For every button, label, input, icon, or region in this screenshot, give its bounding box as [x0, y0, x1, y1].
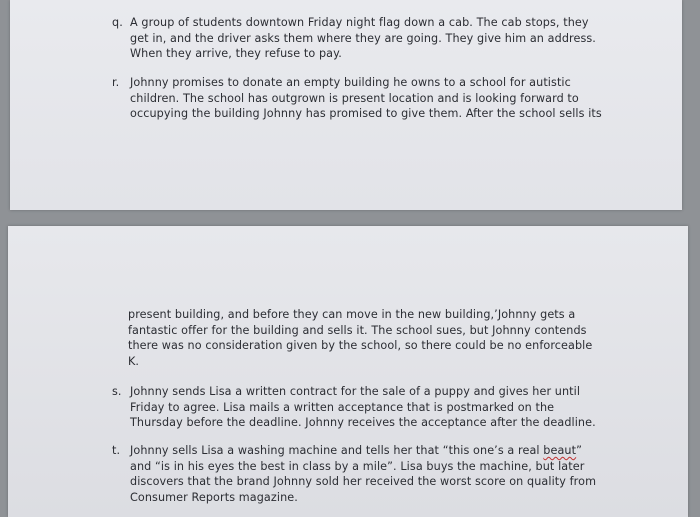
item-text-before: Johnny sells Lisa a washing machine and tells her that “this one’s a real	[130, 444, 544, 457]
item-marker: s.	[112, 385, 122, 398]
question-item-t	[112, 443, 606, 505]
item-text: Johnny promises to donate an empty building he owns to a school for autistic children. The school has outgrown is present location and is looking forward to occupying the building Johnny has promised to give them. After the school sells its	[130, 76, 602, 120]
item-marker: t.	[112, 444, 121, 457]
item-marker: r.	[112, 76, 120, 89]
question-item-s	[112, 384, 604, 431]
item-text: A group of students downtown Friday night flag down a cab. The cab stops, they get in, and the driver asks them where they are going. They give him an address. When they arrive, they refuse to pay.	[130, 16, 596, 60]
question-item-q	[112, 15, 610, 62]
question-item-r	[112, 75, 612, 122]
item-marker: q.	[112, 16, 123, 29]
item-text: Johnny sends Lisa a written contract for the sale of a puppy and gives her until Friday to agree. Lisa mails a written acceptance that is postmarked on the Thursday before the deadline. Johnny receives the acceptance after the deadline.	[130, 385, 596, 429]
spellcheck-flagged-word: beaut	[543, 444, 577, 457]
item-text-after: ” and “is in his eyes the best in class by a mile”. Lisa buys the machine, but later discovers that the brand Johnny sold her received the worst score on quality from Consumer Reports magazine.	[130, 444, 597, 504]
question-item-r-continuation: present building, and before they can move in the new building,’Johnny gets a fantastic offer for the building and sells it. The school sues, but Johnny contends there was no consideration given by the school, so there could be no enforceable K.	[128, 308, 593, 368]
item-text	[112, 443, 606, 505]
